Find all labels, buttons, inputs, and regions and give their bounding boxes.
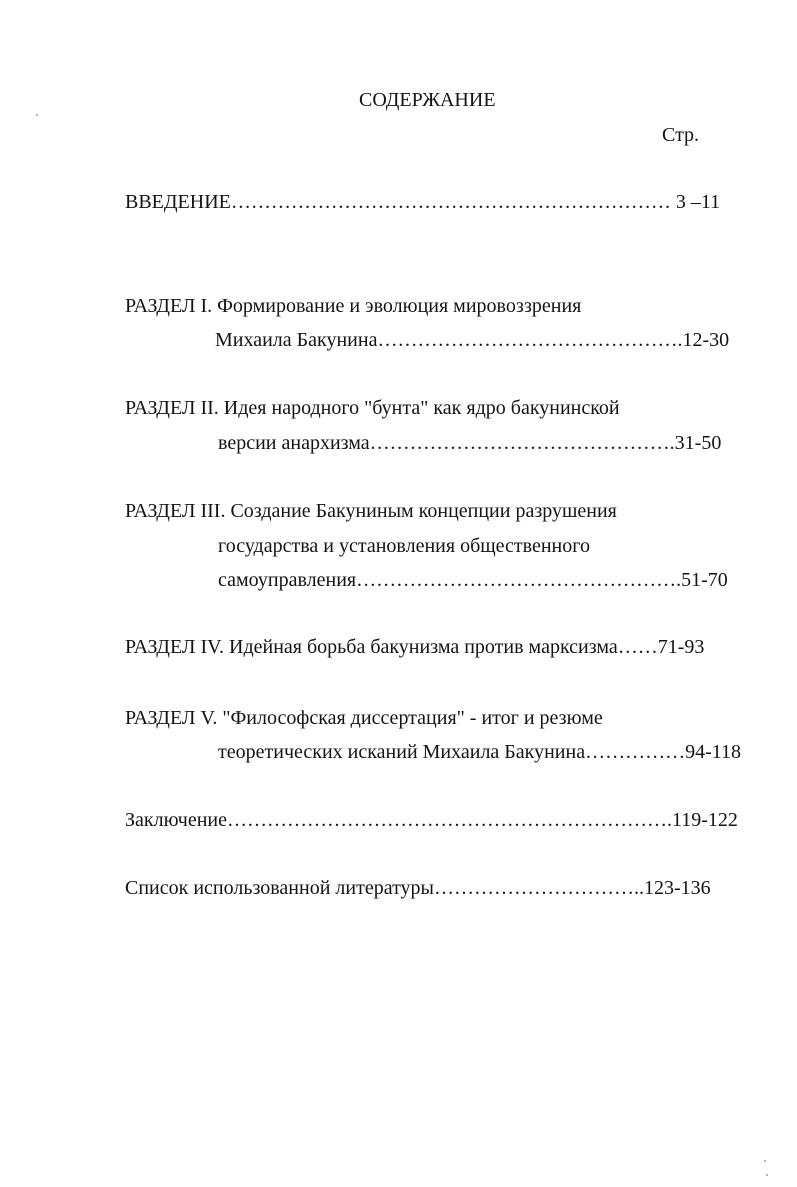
toc-entry-section-3-continued-2: самоуправления………………………………………….51-70 bbox=[218, 569, 728, 591]
toc-entry-section-2-continued: версии анархизма……………………………………….31-50 bbox=[218, 432, 722, 454]
toc-entry-section-3-title: РАЗДЕЛ III. Создание Бакуниным концепции разрушения bbox=[125, 500, 617, 522]
toc-entry-section-5-title: РАЗДЕЛ V. "Философская диссертация" - итог и резюме bbox=[125, 707, 603, 729]
toc-entry-references: Список использованной литературы…………………………..123-136 bbox=[125, 877, 711, 899]
toc-entry-section-1-continued: Михаила Бакунина……………………………………….12-30 bbox=[215, 329, 730, 351]
page-title: СОДЕРЖАНИЕ bbox=[359, 89, 496, 111]
toc-entry-conclusion: Заключение………………………………………………………….119-122 bbox=[125, 809, 738, 831]
scan-speck bbox=[766, 1174, 768, 1176]
toc-entry-section-2-title: РАЗДЕЛ II. Идея народного "бунта" как ядро бакунинской bbox=[125, 397, 620, 419]
scan-speck bbox=[764, 1160, 766, 1162]
toc-entry-section-4-title: РАЗДЕЛ IV. Идейная борьба бакунизма против марксизма……71-93 bbox=[125, 636, 705, 658]
scan-speck bbox=[36, 114, 38, 116]
page-column-label: Стр. bbox=[662, 124, 700, 146]
toc-entry-section-1-title: РАЗДЕЛ I. Формирование и эволюция мировоззрения bbox=[125, 295, 582, 317]
toc-entry-section-3-continued: государства и установления общественного bbox=[218, 535, 590, 557]
toc-entry-intro: ВВЕДЕНИЕ………………………………………………………… 3 –11 bbox=[125, 191, 721, 213]
toc-entry-section-5-continued: теоретических исканий Михаила Бакунина……………94-118 bbox=[218, 741, 742, 763]
